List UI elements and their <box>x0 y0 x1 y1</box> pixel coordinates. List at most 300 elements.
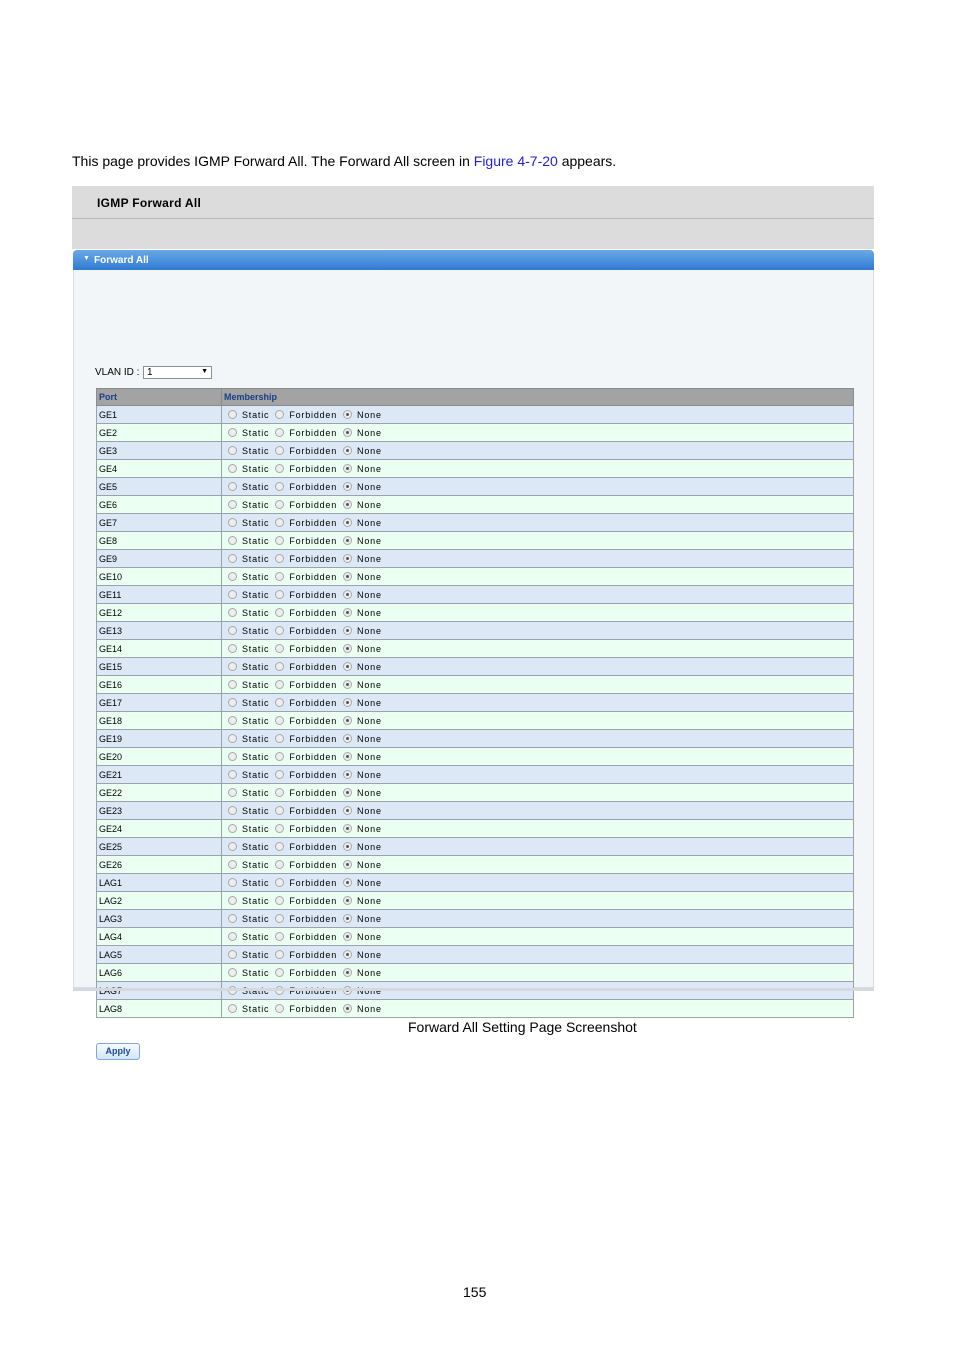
radio-forbidden[interactable] <box>275 662 284 671</box>
membership-option-forbidden[interactable] <box>275 428 337 438</box>
option-label: Forbidden <box>289 715 338 726</box>
radio-static[interactable] <box>228 572 237 581</box>
table-row <box>97 946 854 964</box>
membership-option-forbidden[interactable] <box>275 860 337 870</box>
membership-cell <box>222 478 854 496</box>
membership-cell <box>222 694 854 712</box>
option-label: None <box>357 715 382 726</box>
radio-none[interactable] <box>343 644 352 653</box>
port-cell: GE21 <box>97 766 222 784</box>
option-label: None <box>357 787 382 798</box>
section-header-forward-all[interactable] <box>73 250 874 270</box>
radio-forbidden[interactable] <box>275 518 284 527</box>
port-cell: GE26 <box>97 856 222 874</box>
column-header-membership: Membership <box>222 389 854 406</box>
radio-none[interactable] <box>343 626 352 635</box>
option-label: Forbidden <box>289 769 338 780</box>
radio-none[interactable] <box>343 698 352 707</box>
radio-forbidden[interactable] <box>275 752 284 761</box>
radio-forbidden[interactable] <box>275 914 284 923</box>
membership-option-none[interactable] <box>343 932 382 942</box>
membership-option-none[interactable] <box>343 518 382 528</box>
radio-static[interactable] <box>228 914 237 923</box>
membership-option-forbidden[interactable] <box>275 950 337 960</box>
panel-title-bar <box>72 186 874 219</box>
radio-forbidden[interactable] <box>275 626 284 635</box>
option-label: None <box>357 841 382 852</box>
port-cell: GE25 <box>97 838 222 856</box>
option-label: Forbidden <box>289 913 338 924</box>
option-label: None <box>357 643 382 654</box>
membership-option-static[interactable] <box>228 500 269 510</box>
radio-static[interactable] <box>228 878 237 887</box>
radio-none[interactable] <box>343 428 352 437</box>
membership-option-forbidden[interactable] <box>275 590 337 600</box>
membership-option-none[interactable] <box>343 914 382 924</box>
membership-option-none[interactable] <box>343 536 382 546</box>
radio-static[interactable] <box>228 752 237 761</box>
radio-static[interactable] <box>228 644 237 653</box>
radio-none[interactable] <box>343 968 352 977</box>
radio-none[interactable] <box>343 770 352 779</box>
table-row <box>97 604 854 622</box>
forward-all-table <box>96 388 854 1018</box>
membership-option-static[interactable] <box>228 734 269 744</box>
membership-option-forbidden[interactable] <box>275 464 337 474</box>
port-cell: GE9 <box>97 550 222 568</box>
membership-option-forbidden[interactable] <box>275 932 337 942</box>
radio-static[interactable] <box>228 824 237 833</box>
membership-option-none[interactable] <box>343 590 382 600</box>
radio-static[interactable] <box>228 950 237 959</box>
membership-option-none[interactable] <box>343 500 382 510</box>
membership-option-static[interactable] <box>228 752 269 762</box>
membership-option-none[interactable] <box>343 572 382 582</box>
radio-forbidden[interactable] <box>275 410 284 419</box>
membership-option-none[interactable] <box>343 770 382 780</box>
option-label: None <box>357 967 382 978</box>
radio-none[interactable] <box>343 878 352 887</box>
vlan-id-select[interactable] <box>143 366 212 379</box>
membership-option-static[interactable] <box>228 806 269 816</box>
membership-option-forbidden[interactable] <box>275 500 337 510</box>
option-label: Forbidden <box>289 751 338 762</box>
option-label: Forbidden <box>289 535 338 546</box>
membership-option-static[interactable] <box>228 932 269 942</box>
option-label: None <box>357 769 382 780</box>
radio-forbidden[interactable] <box>275 680 284 689</box>
radio-none[interactable] <box>343 446 352 455</box>
membership-option-static[interactable] <box>228 590 269 600</box>
figure-link[interactable]: Figure 4-7-20 <box>473 153 558 169</box>
membership-option-static[interactable] <box>228 968 269 978</box>
membership-cell <box>222 928 854 946</box>
option-label: Static <box>242 625 270 636</box>
membership-option-static[interactable] <box>228 662 269 672</box>
membership-option-static[interactable] <box>228 914 269 924</box>
membership-option-forbidden[interactable] <box>275 518 337 528</box>
radio-static[interactable] <box>228 428 237 437</box>
membership-option-none[interactable] <box>343 464 382 474</box>
membership-cell <box>222 586 854 604</box>
radio-forbidden[interactable] <box>275 644 284 653</box>
collapse-triangle-icon[interactable]: ▼ <box>83 255 90 262</box>
radio-forbidden[interactable] <box>275 932 284 941</box>
radio-none[interactable] <box>343 842 352 851</box>
radio-none[interactable] <box>343 950 352 959</box>
membership-option-none[interactable] <box>343 842 382 852</box>
membership-option-forbidden[interactable] <box>275 680 337 690</box>
membership-option-forbidden[interactable] <box>275 572 337 582</box>
membership-option-none[interactable] <box>343 968 382 978</box>
membership-option-static[interactable] <box>228 608 269 618</box>
column-header-port: Port <box>97 389 222 406</box>
radio-forbidden[interactable] <box>275 896 284 905</box>
radio-none[interactable] <box>343 536 352 545</box>
table-row <box>97 532 854 550</box>
option-label: None <box>357 445 382 456</box>
membership-option-static[interactable] <box>228 410 269 420</box>
port-cell: GE15 <box>97 658 222 676</box>
membership-option-none[interactable] <box>343 806 382 816</box>
figure-caption: Forward All Setting Page Screenshot <box>408 1019 637 1035</box>
membership-option-forbidden[interactable] <box>275 770 337 780</box>
membership-option-none[interactable] <box>343 716 382 726</box>
radio-none[interactable] <box>343 734 352 743</box>
radio-none[interactable] <box>343 518 352 527</box>
table-row <box>97 568 854 586</box>
membership-option-static[interactable] <box>228 464 269 474</box>
option-label: Forbidden <box>289 931 338 942</box>
membership-option-none[interactable] <box>343 698 382 708</box>
membership-option-forbidden[interactable] <box>275 482 337 492</box>
radio-none[interactable] <box>343 932 352 941</box>
membership-cell <box>222 820 854 838</box>
table-row <box>97 442 854 460</box>
option-label: Forbidden <box>289 733 338 744</box>
radio-forbidden[interactable] <box>275 608 284 617</box>
table-header-row <box>97 389 854 406</box>
radio-forbidden[interactable] <box>275 734 284 743</box>
radio-none[interactable] <box>343 410 352 419</box>
membership-option-none[interactable] <box>343 1004 382 1014</box>
radio-none[interactable] <box>343 590 352 599</box>
radio-none[interactable] <box>343 716 352 725</box>
membership-option-static[interactable] <box>228 842 269 852</box>
intro-text <box>72 153 616 169</box>
radio-static[interactable] <box>228 662 237 671</box>
option-label: None <box>357 823 382 834</box>
membership-option-forbidden[interactable] <box>275 824 337 834</box>
membership-option-none[interactable] <box>343 662 382 672</box>
membership-option-static[interactable] <box>228 428 269 438</box>
membership-option-static[interactable] <box>228 644 269 654</box>
membership-option-none[interactable] <box>343 482 382 492</box>
membership-option-forbidden[interactable] <box>275 554 337 564</box>
option-label: Forbidden <box>289 787 338 798</box>
membership-option-none[interactable] <box>343 734 382 744</box>
radio-forbidden[interactable] <box>275 554 284 563</box>
radio-static[interactable] <box>228 464 237 473</box>
radio-none[interactable] <box>343 752 352 761</box>
membership-option-none[interactable] <box>343 428 382 438</box>
membership-option-forbidden[interactable] <box>275 608 337 618</box>
radio-forbidden[interactable] <box>275 860 284 869</box>
membership-cell <box>222 856 854 874</box>
radio-none[interactable] <box>343 500 352 509</box>
radio-static[interactable] <box>228 788 237 797</box>
radio-forbidden[interactable] <box>275 590 284 599</box>
membership-option-forbidden[interactable] <box>275 536 337 546</box>
option-label: Forbidden <box>289 553 338 564</box>
option-label: Static <box>242 787 270 798</box>
membership-option-forbidden[interactable] <box>275 446 337 456</box>
radio-forbidden[interactable] <box>275 572 284 581</box>
radio-forbidden[interactable] <box>275 446 284 455</box>
port-cell: GE20 <box>97 748 222 766</box>
option-label: Forbidden <box>289 949 338 960</box>
port-cell: GE2 <box>97 424 222 442</box>
radio-none[interactable] <box>343 680 352 689</box>
option-label: Forbidden <box>289 409 338 420</box>
option-label: Static <box>242 553 270 564</box>
membership-option-none[interactable] <box>343 878 382 888</box>
radio-static[interactable] <box>228 482 237 491</box>
option-label: Forbidden <box>289 589 338 600</box>
radio-forbidden[interactable] <box>275 878 284 887</box>
membership-option-none[interactable] <box>343 752 382 762</box>
option-label: None <box>357 625 382 636</box>
membership-option-forbidden[interactable] <box>275 644 337 654</box>
membership-option-static[interactable] <box>228 554 269 564</box>
option-label: Static <box>242 895 270 906</box>
radio-static[interactable] <box>228 716 237 725</box>
option-label: Static <box>242 445 270 456</box>
radio-forbidden[interactable] <box>275 1004 284 1013</box>
radio-forbidden[interactable] <box>275 482 284 491</box>
membership-option-none[interactable] <box>343 626 382 636</box>
membership-cell <box>222 658 854 676</box>
membership-option-none[interactable] <box>343 896 382 906</box>
radio-forbidden[interactable] <box>275 464 284 473</box>
option-label: None <box>357 751 382 762</box>
option-label: Forbidden <box>289 877 338 888</box>
radio-static[interactable] <box>228 536 237 545</box>
membership-option-forbidden[interactable] <box>275 752 337 762</box>
membership-cell <box>222 640 854 658</box>
radio-forbidden[interactable] <box>275 428 284 437</box>
radio-none[interactable] <box>343 896 352 905</box>
option-label: Forbidden <box>289 1003 338 1014</box>
radio-forbidden[interactable] <box>275 788 284 797</box>
membership-option-static[interactable] <box>228 878 269 888</box>
radio-none[interactable] <box>343 1004 352 1013</box>
membership-option-forbidden[interactable] <box>275 698 337 708</box>
table-row <box>97 622 854 640</box>
membership-option-none[interactable] <box>343 410 382 420</box>
membership-cell <box>222 676 854 694</box>
membership-option-static[interactable] <box>228 896 269 906</box>
radio-forbidden[interactable] <box>275 716 284 725</box>
port-cell: GE16 <box>97 676 222 694</box>
option-label: Static <box>242 463 270 474</box>
port-cell: GE19 <box>97 730 222 748</box>
membership-option-forbidden[interactable] <box>275 716 337 726</box>
membership-option-static[interactable] <box>228 824 269 834</box>
membership-option-static[interactable] <box>228 950 269 960</box>
table-row <box>97 496 854 514</box>
membership-option-static[interactable] <box>228 482 269 492</box>
membership-option-forbidden[interactable] <box>275 896 337 906</box>
option-label: Forbidden <box>289 427 338 438</box>
membership-option-static[interactable] <box>228 770 269 780</box>
membership-option-static[interactable] <box>228 860 269 870</box>
membership-option-none[interactable] <box>343 644 382 654</box>
radio-forbidden[interactable] <box>275 950 284 959</box>
membership-option-forbidden[interactable] <box>275 734 337 744</box>
table-row <box>97 784 854 802</box>
radio-static[interactable] <box>228 896 237 905</box>
radio-none[interactable] <box>343 464 352 473</box>
membership-option-none[interactable] <box>343 824 382 834</box>
radio-none[interactable] <box>343 662 352 671</box>
port-cell: GE5 <box>97 478 222 496</box>
table-row <box>97 964 854 982</box>
radio-forbidden[interactable] <box>275 770 284 779</box>
radio-none[interactable] <box>343 554 352 563</box>
radio-forbidden[interactable] <box>275 698 284 707</box>
membership-cell <box>222 802 854 820</box>
port-cell: GE24 <box>97 820 222 838</box>
radio-none[interactable] <box>343 788 352 797</box>
membership-option-forbidden[interactable] <box>275 1004 337 1014</box>
membership-option-static[interactable] <box>228 536 269 546</box>
membership-option-none[interactable] <box>343 554 382 564</box>
membership-option-forbidden[interactable] <box>275 788 337 798</box>
membership-option-forbidden[interactable] <box>275 914 337 924</box>
membership-cell <box>222 946 854 964</box>
membership-cell <box>222 838 854 856</box>
membership-option-none[interactable] <box>343 608 382 618</box>
radio-forbidden[interactable] <box>275 842 284 851</box>
radio-static[interactable] <box>228 860 237 869</box>
radio-forbidden[interactable] <box>275 536 284 545</box>
option-label: Forbidden <box>289 499 338 510</box>
membership-option-none[interactable] <box>343 950 382 960</box>
membership-option-static[interactable] <box>228 518 269 528</box>
radio-forbidden[interactable] <box>275 824 284 833</box>
membership-option-forbidden[interactable] <box>275 842 337 852</box>
membership-cell <box>222 910 854 928</box>
membership-option-static[interactable] <box>228 572 269 582</box>
membership-option-static[interactable] <box>228 698 269 708</box>
membership-cell <box>222 604 854 622</box>
membership-option-forbidden[interactable] <box>275 626 337 636</box>
membership-option-none[interactable] <box>343 788 382 798</box>
membership-cell <box>222 964 854 982</box>
membership-option-forbidden[interactable] <box>275 878 337 888</box>
radio-none[interactable] <box>343 914 352 923</box>
membership-option-static[interactable] <box>228 680 269 690</box>
table-row <box>97 874 854 892</box>
radio-static[interactable] <box>228 806 237 815</box>
radio-none[interactable] <box>343 482 352 491</box>
port-cell: LAG6 <box>97 964 222 982</box>
option-label: Static <box>242 931 270 942</box>
apply-button[interactable]: Apply <box>96 1043 140 1060</box>
option-label: None <box>357 913 382 924</box>
membership-cell <box>222 784 854 802</box>
radio-static[interactable] <box>228 770 237 779</box>
membership-cell <box>222 460 854 478</box>
membership-option-none[interactable] <box>343 680 382 690</box>
option-label: None <box>357 1003 382 1014</box>
membership-option-none[interactable] <box>343 860 382 870</box>
radio-static[interactable] <box>228 626 237 635</box>
radio-static[interactable] <box>228 608 237 617</box>
table-row <box>97 910 854 928</box>
membership-option-forbidden[interactable] <box>275 662 337 672</box>
radio-static[interactable] <box>228 518 237 527</box>
port-cell: LAG1 <box>97 874 222 892</box>
membership-option-static[interactable] <box>228 716 269 726</box>
option-label: Forbidden <box>289 643 338 654</box>
port-cell: GE18 <box>97 712 222 730</box>
radio-static[interactable] <box>228 968 237 977</box>
radio-static[interactable] <box>228 932 237 941</box>
option-label: Static <box>242 877 270 888</box>
option-label: None <box>357 553 382 564</box>
membership-option-static[interactable] <box>228 446 269 456</box>
radio-none[interactable] <box>343 806 352 815</box>
radio-static[interactable] <box>228 554 237 563</box>
option-label: Static <box>242 715 270 726</box>
radio-static[interactable] <box>228 698 237 707</box>
membership-option-forbidden[interactable] <box>275 410 337 420</box>
radio-static[interactable] <box>228 734 237 743</box>
membership-option-static[interactable] <box>228 788 269 798</box>
radio-none[interactable] <box>343 824 352 833</box>
radio-none[interactable] <box>343 860 352 869</box>
option-label: Static <box>242 589 270 600</box>
radio-static[interactable] <box>228 410 237 419</box>
radio-static[interactable] <box>228 500 237 509</box>
radio-static[interactable] <box>228 842 237 851</box>
radio-forbidden[interactable] <box>275 968 284 977</box>
option-label: Static <box>242 535 270 546</box>
option-label: None <box>357 805 382 816</box>
port-cell: LAG3 <box>97 910 222 928</box>
radio-none[interactable] <box>343 608 352 617</box>
membership-option-static[interactable] <box>228 1004 269 1014</box>
membership-option-none[interactable] <box>343 446 382 456</box>
port-cell: GE14 <box>97 640 222 658</box>
radio-forbidden[interactable] <box>275 806 284 815</box>
radio-none[interactable] <box>343 572 352 581</box>
membership-option-forbidden[interactable] <box>275 968 337 978</box>
table-row <box>97 658 854 676</box>
radio-static[interactable] <box>228 1004 237 1013</box>
radio-static[interactable] <box>228 590 237 599</box>
radio-static[interactable] <box>228 446 237 455</box>
option-label: Forbidden <box>289 895 338 906</box>
radio-forbidden[interactable] <box>275 500 284 509</box>
radio-static[interactable] <box>228 680 237 689</box>
membership-option-static[interactable] <box>228 626 269 636</box>
option-label: None <box>357 931 382 942</box>
membership-option-forbidden[interactable] <box>275 806 337 816</box>
table-row <box>97 514 854 532</box>
